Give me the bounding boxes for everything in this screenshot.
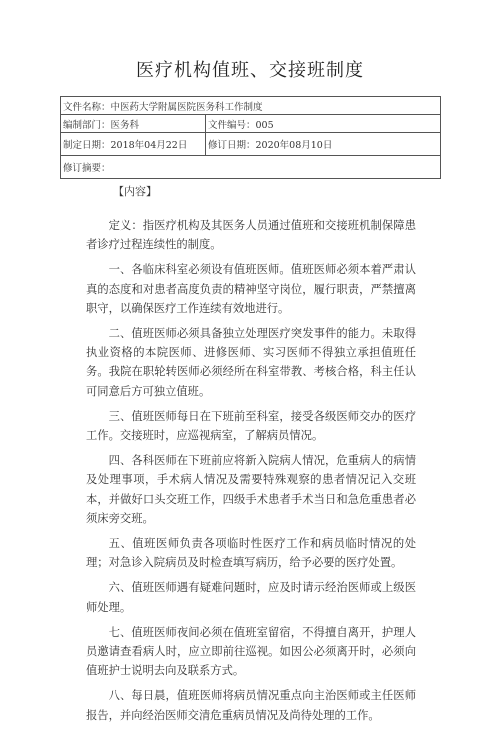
paragraph-2: 二、值班医师必须具备独立处理医疗突发事件的能力。未取得执业资格的本院医师、进修医师、实习医师不得独立承担值班任务。我院在职轮转医师必须经所在科室带教、考核合格，科主任认可同意后方可独立值班。 bbox=[86, 327, 416, 398]
paragraph-4: 四、各科医师在下班前应将新入院病人情况，危重病人的病情及处理事项，手术病人情况及需要特殊观察的患者情况记入交班本，并做好口头交班工作，四级手术患者手术当日和急危重患者必须床旁交班。 bbox=[86, 454, 416, 525]
created-date-cell: 制定日期：2018年04月22日 bbox=[61, 133, 206, 156]
paragraph-5: 五、值班医师负责各项临时性医疗工作和病员临时情况的处理；对急诊入院病员及时检查填写病历，给予必要的医疗处置。 bbox=[86, 537, 416, 570]
paragraph-6: 六、值班医师遇有疑难问题时，应及时请示经治医师或上级医师处理。 bbox=[86, 581, 416, 614]
file-name-cell: 文件名称：中医药大学附属医院医务科工作制度 bbox=[61, 97, 441, 115]
paragraph-7: 七、值班医师夜间必须在值班室留宿，不得擅自离开，护理人员邀请查看病人时，应立即前往巡视。如因公必须离开时，必须向值班护士说明去向及联系方式。 bbox=[86, 625, 416, 678]
paragraph-8: 八、每日晨，值班医师将病员情况重点向主治医师或主任医师报告，并向经治医师交清危重病员情况及尚待处理的工作。 bbox=[86, 689, 416, 722]
document-body bbox=[86, 216, 416, 731]
document-title: 医疗机构值班、交接班制度 bbox=[136, 60, 364, 81]
paragraph-3: 三、值班医师每日在下班前至科室，接受各级医师交办的医疗工作。交接班时，应巡视病室，了解病员情况。 bbox=[86, 409, 416, 443]
file-number-cell: 文件编号：005 bbox=[206, 115, 441, 133]
document-info-table bbox=[60, 96, 441, 179]
department-cell: 编制部门：医务科 bbox=[61, 115, 206, 133]
paragraph-definition: 定义：指医疗机构及其医务人员通过值班和交接班机制保障患者诊疗过程连续性的制度。 bbox=[86, 219, 416, 252]
revised-date-cell: 修订日期：2020年08月10日 bbox=[206, 133, 441, 156]
paragraph-1: 一、各临床科室必须设有值班医师。值班医师必须本着严肃认真的态度和对患者高度负责的精神坚守岗位，履行职责，严禁擅离职守，以确保医疗工作连续有效地进行。 bbox=[86, 263, 416, 315]
revision-summary-cell: 修订摘要： bbox=[61, 156, 441, 179]
section-label: 【内容】 bbox=[113, 185, 157, 198]
